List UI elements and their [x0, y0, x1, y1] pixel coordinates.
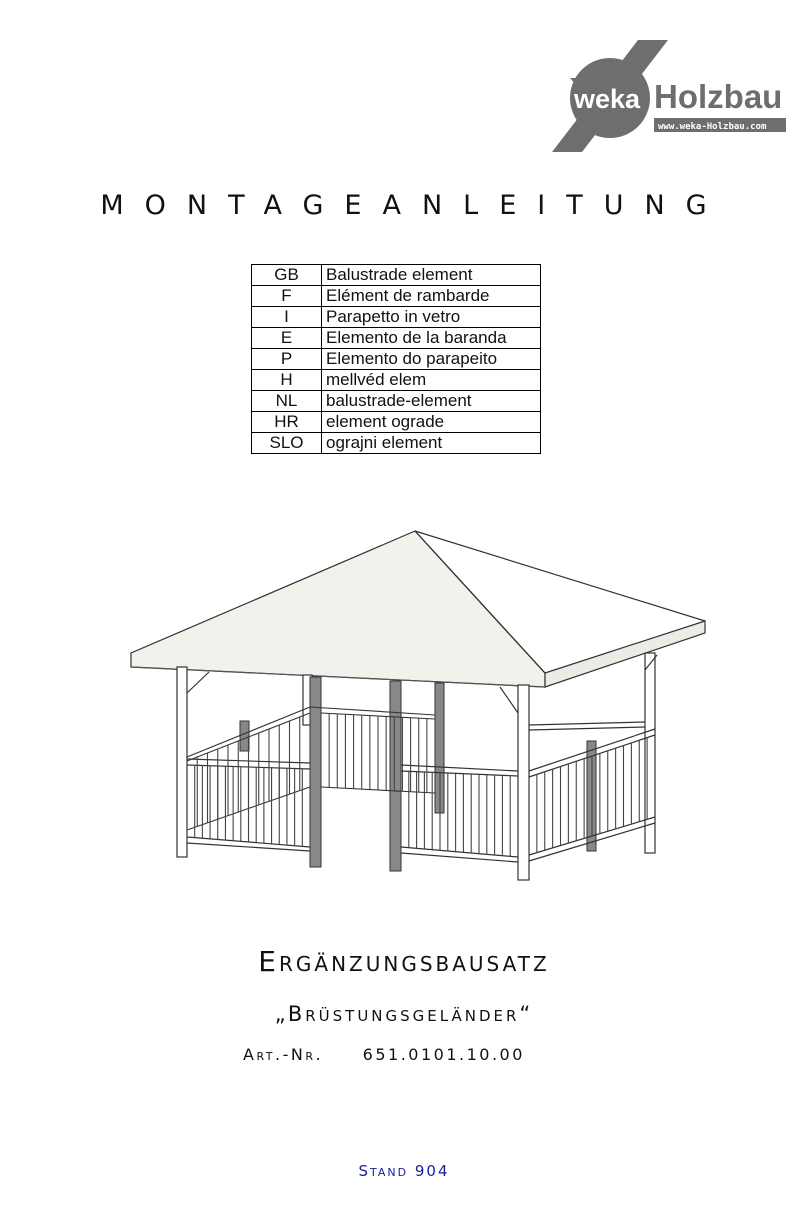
language-code: SLO: [252, 433, 322, 454]
language-table: [251, 264, 541, 454]
logo-brand-right: Holzbau: [654, 78, 783, 115]
language-code: E: [252, 328, 322, 349]
language-row: [252, 286, 541, 307]
language-translation: balustrade-element: [322, 391, 541, 412]
pavilion-roof: [131, 531, 705, 687]
kit-subtitle: Ergänzungsbausatz: [258, 945, 550, 978]
language-code: NL: [252, 391, 322, 412]
language-row: [252, 370, 541, 391]
stand-version: Stand 904: [358, 1162, 450, 1180]
weka-holzbau-logo: [550, 38, 790, 158]
logo-brand-left: weka: [574, 84, 641, 114]
language-row: [252, 328, 541, 349]
language-code: I: [252, 307, 322, 328]
language-translation: ograjni element: [322, 433, 541, 454]
language-code: GB: [252, 265, 322, 286]
article-number-line: [243, 1045, 525, 1064]
language-translation: Elemento de la baranda: [322, 328, 541, 349]
language-table-body: [252, 265, 541, 454]
language-row: [252, 349, 541, 370]
product-name: „Brüstungsgeländer“: [274, 1002, 534, 1026]
language-row: [252, 412, 541, 433]
language-translation: Elément de rambarde: [322, 286, 541, 307]
language-translation: Parapetto in vetro: [322, 307, 541, 328]
language-code: H: [252, 370, 322, 391]
logo-url: www.weka-Holzbau.com: [658, 122, 767, 132]
railing-balusters: [195, 713, 647, 856]
page-title: MONTAGEANLEITUNG: [100, 190, 728, 221]
language-code: P: [252, 349, 322, 370]
pavilion-illustration: [125, 525, 715, 885]
language-translation: Balustrade element: [322, 265, 541, 286]
language-code: F: [252, 286, 322, 307]
language-translation: element ograde: [322, 412, 541, 433]
language-row: [252, 433, 541, 454]
article-number: 651.0101.10.00: [362, 1045, 525, 1064]
language-code: HR: [252, 412, 322, 433]
language-row: [252, 391, 541, 412]
language-row: [252, 307, 541, 328]
language-row: [252, 265, 541, 286]
pavilion-dark-posts: [240, 677, 596, 871]
language-translation: mellvéd elem: [322, 370, 541, 391]
language-translation: Elemento do parapeito: [322, 349, 541, 370]
article-label: Art.-Nr.: [243, 1045, 324, 1064]
